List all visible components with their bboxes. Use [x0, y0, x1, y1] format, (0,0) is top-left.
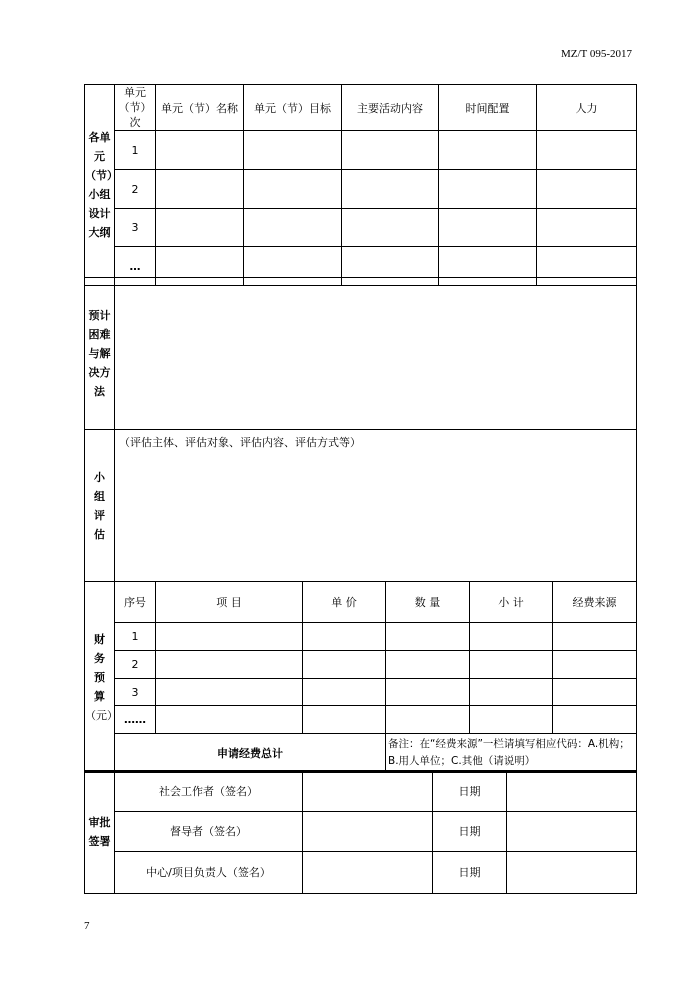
outline-cell[interactable] [537, 209, 637, 247]
budget-row-number: 1 [115, 623, 156, 651]
budget-header-source: 经费来源 [553, 582, 637, 623]
outline-header-staff: 人力 [537, 85, 637, 131]
approval-date-label: 日期 [433, 771, 507, 811]
budget-row [85, 706, 637, 734]
outline-row [85, 170, 637, 209]
difficulty-content-area[interactable] [115, 278, 637, 430]
outline-cell[interactable] [439, 209, 537, 247]
budget-cell[interactable] [156, 651, 303, 679]
outline-row-number: … [115, 247, 156, 286]
budget-cell[interactable] [386, 651, 470, 679]
evaluation-table [84, 429, 637, 582]
approval-date-field[interactable] [507, 851, 637, 893]
budget-cell[interactable] [156, 623, 303, 651]
budget-cell[interactable] [303, 706, 386, 734]
outline-table [84, 84, 637, 286]
budget-cell[interactable] [470, 623, 553, 651]
outline-header-unit-no: 单元 （节）次 [115, 85, 156, 131]
budget-cell[interactable] [156, 679, 303, 706]
budget-note: 备注：在“经费来源”一栏请填写相应代码：A.机构；B.用人单位；C.其他（请说明） [386, 734, 637, 773]
budget-cell[interactable] [553, 623, 637, 651]
budget-cell[interactable] [553, 651, 637, 679]
budget-cell[interactable] [553, 679, 637, 706]
outline-row-number: 1 [115, 131, 156, 170]
evaluation-hint: （评估主体、评估对象、评估内容、评估方式等） [119, 436, 361, 449]
budget-row-number: …… [115, 706, 156, 734]
budget-cell[interactable] [553, 706, 637, 734]
outline-cell[interactable] [342, 131, 439, 170]
outline-cell[interactable] [244, 209, 342, 247]
approval-signature-field[interactable] [303, 851, 433, 893]
budget-side-label: 财 务 预 算 （元） [85, 582, 115, 773]
budget-header-item: 项 目 [156, 582, 303, 623]
budget-row [85, 623, 637, 651]
difficulty-table [84, 277, 637, 430]
budget-total-label: 申请经费总计 [115, 734, 386, 773]
budget-header-no: 序号 [115, 582, 156, 623]
outline-cell[interactable] [439, 131, 537, 170]
budget-cell[interactable] [156, 706, 303, 734]
budget-cell[interactable] [470, 679, 553, 706]
outline-row [85, 209, 637, 247]
outline-header-unit-goal: 单元（节）目标 [244, 85, 342, 131]
approval-date-field[interactable] [507, 771, 637, 811]
budget-side-unit: （元） [85, 708, 118, 722]
budget-cell[interactable] [386, 679, 470, 706]
budget-cell[interactable] [303, 651, 386, 679]
budget-header-qty: 数 量 [386, 582, 470, 623]
difficulty-side-label: 预计 困难 与解 决方 法 [85, 278, 115, 430]
outline-cell[interactable] [156, 170, 244, 209]
budget-table [84, 581, 637, 773]
outline-cell[interactable] [342, 209, 439, 247]
outline-row [85, 131, 637, 170]
budget-row [85, 651, 637, 679]
budget-row-number: 3 [115, 679, 156, 706]
approval-date-label: 日期 [433, 851, 507, 893]
approval-social-worker-label: 社会工作者（签名） [115, 771, 303, 811]
approval-signature-field[interactable] [303, 811, 433, 851]
budget-cell[interactable] [470, 706, 553, 734]
outline-cell[interactable] [156, 131, 244, 170]
approval-signature-field[interactable] [303, 771, 433, 811]
budget-cell[interactable] [303, 623, 386, 651]
budget-header-subtotal: 小 计 [470, 582, 553, 623]
approval-side-label: 审批 签署 [85, 771, 115, 893]
approval-table [84, 770, 637, 894]
approval-date-label: 日期 [433, 811, 507, 851]
evaluation-side-label: 小 组 评 估 [85, 430, 115, 582]
outline-header-time: 时间配置 [439, 85, 537, 131]
budget-cell[interactable] [303, 679, 386, 706]
outline-cell[interactable] [439, 170, 537, 209]
standard-code: MZ/T 095-2017 [561, 48, 632, 60]
outline-header-activity: 主要活动内容 [342, 85, 439, 131]
outline-cell[interactable] [342, 170, 439, 209]
outline-cell[interactable] [156, 209, 244, 247]
outline-header-unit-name: 单元（节）名称 [156, 85, 244, 131]
outline-row-number: 2 [115, 170, 156, 209]
budget-cell[interactable] [386, 706, 470, 734]
outline-row-number: 3 [115, 209, 156, 247]
budget-cell[interactable] [386, 623, 470, 651]
approval-supervisor-label: 督导者（签名） [115, 811, 303, 851]
outline-cell[interactable] [537, 131, 637, 170]
outline-cell[interactable] [244, 131, 342, 170]
budget-row [85, 679, 637, 706]
outline-cell[interactable] [537, 170, 637, 209]
approval-date-field[interactable] [507, 811, 637, 851]
budget-cell[interactable] [470, 651, 553, 679]
budget-header-price: 单 价 [303, 582, 386, 623]
outline-cell[interactable] [244, 170, 342, 209]
approval-manager-label: 中心/项目负责人（签名） [115, 851, 303, 893]
outline-side-label: 各单 元 （节） 小组 设计 大纲 [85, 85, 115, 286]
budget-row-number: 2 [115, 651, 156, 679]
evaluation-content-area[interactable] [115, 430, 637, 582]
page-number: 7 [84, 920, 90, 932]
